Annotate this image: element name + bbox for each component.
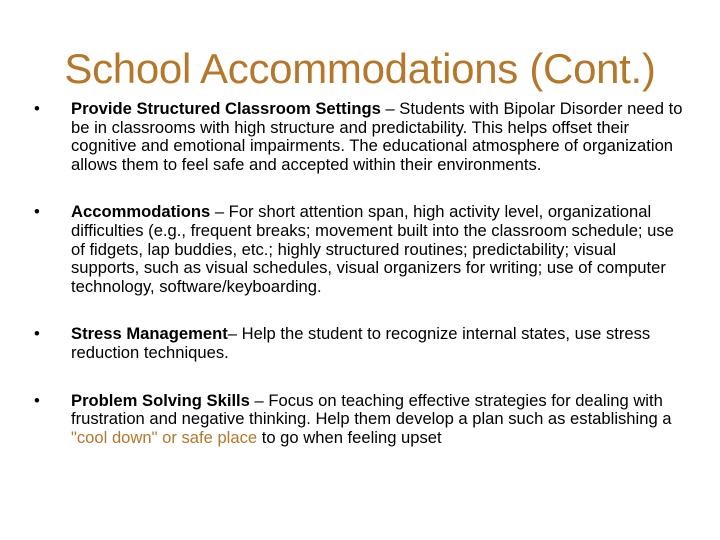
bullet-dot-icon: • (34, 390, 40, 410)
bullet-item (34, 203, 684, 296)
bullet-text: – Help the student to recognize internal states, use stress reduction techniques. (71, 324, 651, 362)
bullet-text: – Focus on teaching effective strategies for dealing with frustration and negative thinking. Help them develop a plan such as establishing a (71, 390, 672, 429)
slide-title: School Accommodations (Cont.) (64, 45, 656, 92)
bullet-dot-icon: • (34, 99, 40, 118)
bullet-dot-icon: • (34, 324, 40, 344)
bullet-text: – For short attention span, high activity level, organizational difficulties (e.g., frequent breaks; movement built into the classroom schedule; use of fidgets, lap buddies, etc.; highly structured routines; predictability; visual supports, such as visual schedules, visual organizers for writing; use of computer technology, software/keyboarding. (71, 202, 674, 296)
bullet-item (34, 325, 684, 362)
highlighted-text: "cool down" or safe place (71, 427, 258, 447)
bullet-text: – Students with Bipolar Disorder need to be in classrooms with high structure and predictability. This helps offset their cognitive and emotional impairments. The educational atmosphere of organization allows them to feel safe and accepted within their environments. (71, 99, 683, 174)
bullet-dot-icon: • (34, 202, 40, 222)
bullet-item (34, 392, 684, 448)
bullet-text: to go when feeling upset (257, 427, 442, 447)
bullet-heading: Stress Management (71, 324, 228, 344)
bullet-heading: Problem Solving Skills (71, 390, 250, 410)
bullet-item (34, 100, 684, 174)
bullet-heading: Accommodations (71, 202, 211, 222)
bullet-heading: Provide Structured Classroom Settings (71, 99, 381, 118)
bullet-list (34, 100, 684, 476)
